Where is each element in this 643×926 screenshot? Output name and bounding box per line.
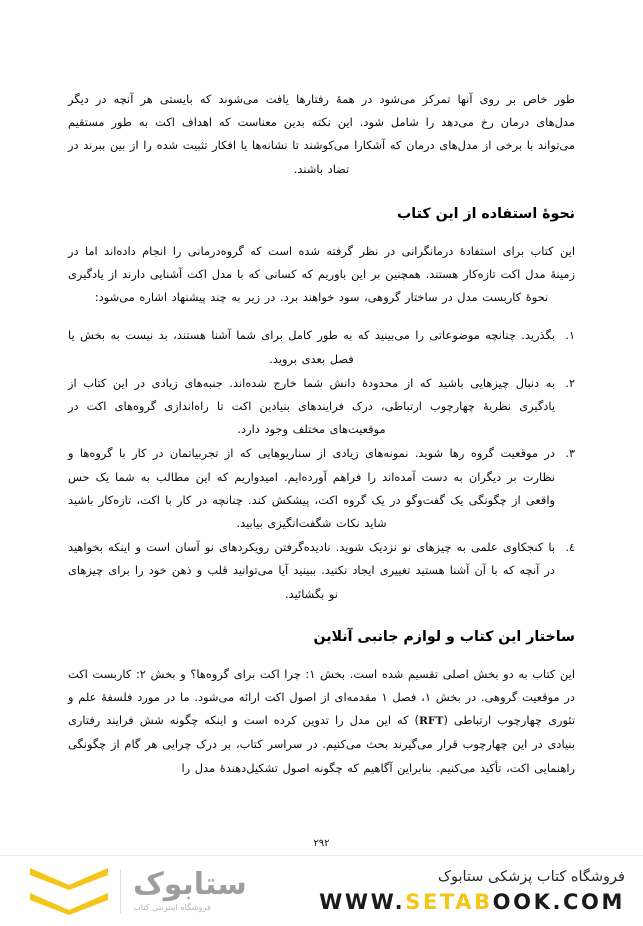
double-chevron-down-icon <box>30 868 108 915</box>
paragraph-intro: این کتاب برای استفادهٔ درمانگرانی در نظر گرفته شده است که گروه‌درمانی را انجام داده‌اند اما در زمینهٔ مدل اکت تازه‌کار هستند. همچنین بر این باوریم که کسانی که با مدل اکت آشنایی دارند از یادگیری نحوهٔ کاربست مدل در ساختار گروهی، سود خواهند برد. در زیر به چند پیشنهاد اشاره می‌شود: <box>68 243 575 305</box>
acronym-rft: RFT <box>418 715 444 728</box>
list-item-text: در موقعیت گروه رها شوید. نمونه‌های زیادی از سناریوهایی که از تجربیاتمان در کار با گروه‌ها و نظارت بر دیگران به دست آمده‌اند را فراهم آورده‌ایم. امیدواریم که این مطالب به شما یک حس واقعی از چگونگی یک گفت‌وگو در یک گروه اکت، پیشکش کند. چنانچه در کار با اکت، تازه‌کار باشید شاید نکات شگفت‌انگیزی بیابید. <box>68 446 555 531</box>
list-item-marker: ۲. <box>565 376 575 390</box>
logo-divider <box>120 869 121 913</box>
footer-url[interactable] <box>319 889 625 915</box>
url-brand-primary: SETA <box>405 890 475 914</box>
paragraph-continued: طور خاص بر روی آنها تمرکز می‌شود در همهٔ رفتارها یافت می‌شوند که بایستی هر آنچه در دیگر مدل‌های درمان رخ می‌دهد را شامل شود. این نکته بدین معناست که اهداف اکت به طور مستقیم می‌تواند با برخی از مدل‌های درمان که آشکارا می‌کوشند تا نشانه‌ها یا افکار تثبیت شده را از بین ببرند در تضاد باشند. <box>68 92 575 176</box>
list-item <box>68 372 575 442</box>
list-item-marker: ٤. <box>565 541 575 555</box>
paragraph-structure-part2: ) که این مدل را تدوین کرده است و اینکه چگونه شش فرایند رفتاری بنیادی در این چهارچوب قرار می‌گیرند بحث می‌کنیم. در سراسر کتاب، بر درک چرایی هر گام از چگونگی راهنمایی اکت، تأکید می‌کنیم. بنابراین آگاهیم که چگونه اصول تشکیل‌دهندهٔ مدل را <box>68 713 575 775</box>
paragraph-structure <box>68 663 575 780</box>
paragraph-structure-part1: این کتاب به دو بخش اصلی تقسیم شده است. بخش ۱: چرا اکت برای گروه‌ها؟ و بخش ۲: کاربست اکت در موقعیت گروهی. در بخش ۱، فصل ۱ مقدمه‌ای از اصول اکت ارائه می‌شود. ما در مورد فلسفهٔ علم و تئوری چهارچوب ارتباطی ( <box>68 666 575 728</box>
list-item-text: بگذرید. چنانچه موضوعاتی را می‌بینید که به طور کامل برای شما آشنا هستند، بد نیست به بخش یا فصل بعدی بروید. <box>68 328 555 366</box>
section-heading-structure: ساختار این کتاب و لوازم جانبی آنلاین <box>313 628 575 645</box>
list-item-text: با کنجکاوی علمی به چیزهای نو نزدیک شوید. نادیده‌گرفتن رویکردهای نو آسان است و اینکه بخواهید در آنچه که با آن آشنا هستید تغییری ایجاد نکنید. ببینید آیا می‌توانید قلب و ذهن خود را برای چیزهای نو بگشائید. <box>68 540 555 601</box>
spacer <box>68 607 575 627</box>
list-item-marker: ۱. <box>565 329 575 343</box>
list-item-text: به دنبال چیزهایی باشید که از محدودهٔ دانش شما خارج شده‌اند. جنبه‌های زیادی در این کتاب از یادگیری نظریهٔ چهارچوب ارتباطی، درک فرایندهای بنیادین اکت تا راه‌اندازی گروه‌های اکت در موقعیت‌های مختلف وجود دارد. <box>68 375 555 437</box>
footer-brand-fa: فروشگاه کتاب پزشکی ستابوک <box>437 869 625 885</box>
spacer <box>68 224 575 240</box>
url-prefix: WWW. <box>319 890 406 914</box>
logo-tagline: فروشگاه اینترنتی کتاب <box>133 901 211 912</box>
spacer <box>68 181 575 204</box>
section-heading-usage: نحوهٔ استفاده از این کتاب <box>397 205 575 222</box>
list-item <box>68 442 575 535</box>
site-footer-banner <box>0 855 643 926</box>
spacer <box>68 647 575 663</box>
logo-wordmark: ستابوک <box>133 866 247 902</box>
page-number: ۲۹۲ <box>313 838 330 849</box>
footer-logo[interactable] <box>30 868 257 915</box>
page-content <box>68 88 575 780</box>
footer-brand-text <box>319 867 625 915</box>
url-suffix: OOK.COM <box>492 890 625 914</box>
recommendation-list <box>68 324 575 605</box>
list-item <box>68 536 575 606</box>
list-item-marker: ۳. <box>565 447 575 461</box>
url-brand-secondary: B <box>474 890 493 914</box>
spacer <box>68 309 575 324</box>
logo-wordmark-block <box>133 866 257 913</box>
list-item <box>68 324 575 370</box>
